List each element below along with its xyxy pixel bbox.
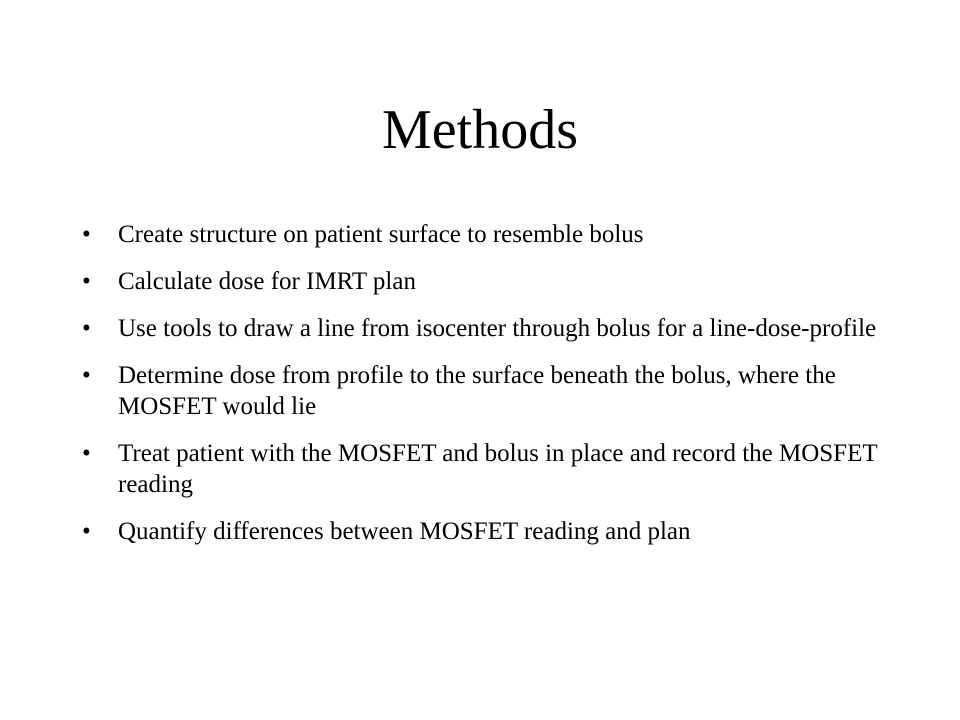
bullet-text: Treat patient with the MOSFET and bolus in place and record the MOSFET reading: [118, 440, 878, 498]
bullet-item: [78, 516, 898, 547]
bullet-item: [78, 266, 898, 297]
bullet-item: [78, 438, 898, 500]
bullet-text: Calculate dose for IMRT plan: [118, 268, 416, 295]
bullet-dot-icon: •: [82, 440, 91, 467]
bullet-list: [78, 219, 898, 563]
bullet-dot-icon: •: [82, 362, 91, 389]
bullet-text: Create structure on patient surface to resemble bolus: [118, 221, 644, 248]
bullet-item: [78, 360, 898, 422]
slide-title: Methods: [382, 99, 578, 161]
bullet-dot-icon: •: [82, 268, 91, 295]
bullet-dot-icon: •: [82, 221, 91, 248]
bullet-dot-icon: •: [82, 518, 91, 545]
bullet-item: [78, 219, 898, 250]
bullet-text: Use tools to draw a line from isocenter through bolus for a line-dose-profile: [118, 315, 877, 342]
bullet-dot-icon: •: [82, 315, 91, 342]
bullet-text: Quantify differences between MOSFET reading and plan: [118, 518, 691, 545]
bullet-item: [78, 313, 898, 344]
bullet-text: Determine dose from profile to the surface beneath the bolus, where the MOSFET would lie: [118, 362, 836, 420]
